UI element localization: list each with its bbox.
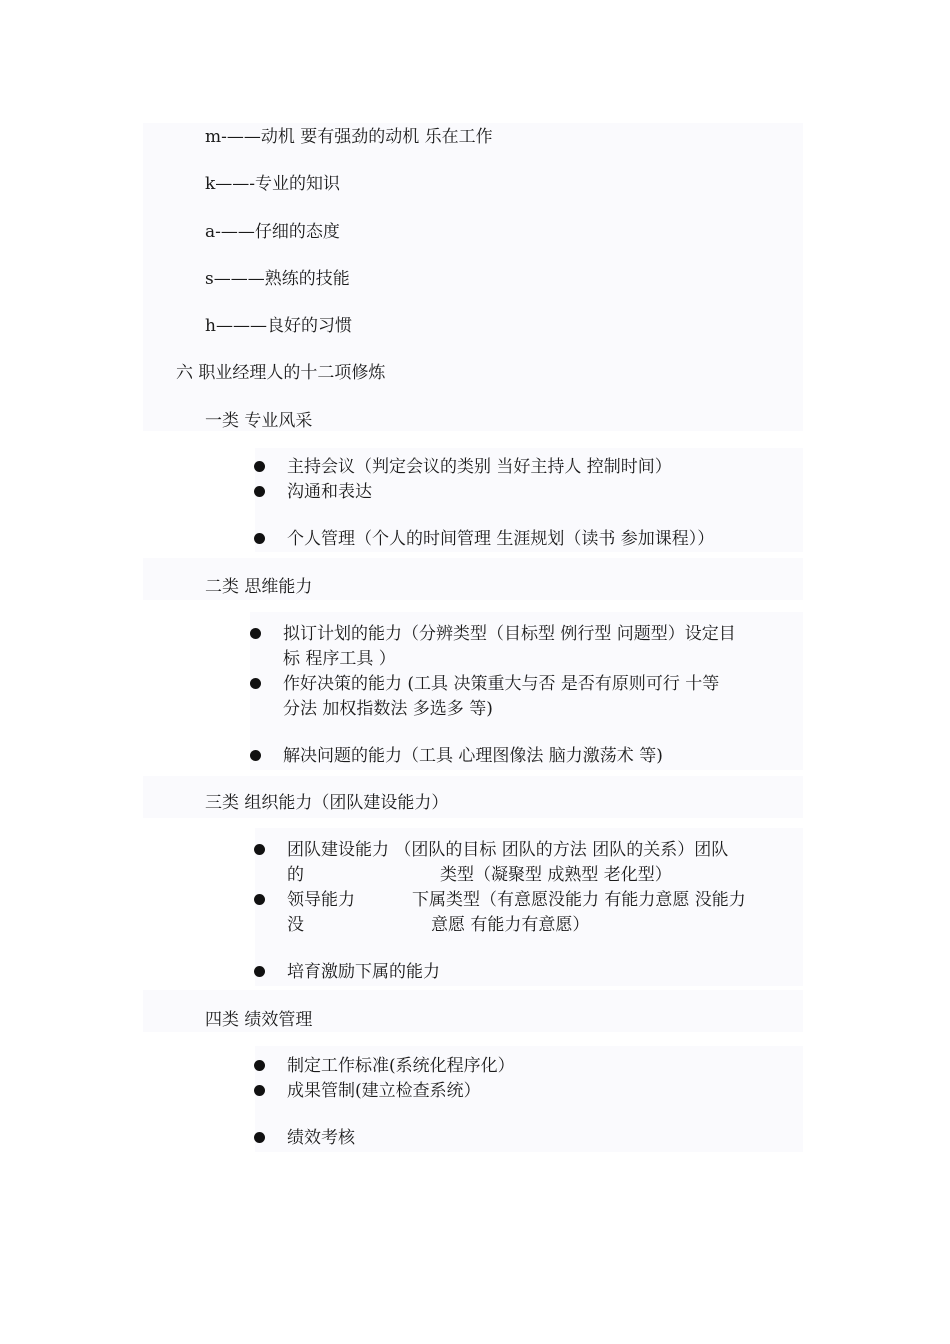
bullet-icon <box>254 844 265 855</box>
category-title: 二类 思维能力 <box>205 577 313 597</box>
list-item-continuation: 分法 加权指数法 多选多 等) <box>283 699 493 719</box>
mkash-a-line: a-——仔细的态度 <box>205 222 340 242</box>
list-item-continuation: 类型（凝聚型 成熟型 老化型） <box>440 865 672 885</box>
list-item-continuation: 的 <box>287 865 304 885</box>
bullet-icon <box>250 678 261 689</box>
list-item: 解决问题的能力（工具 心理图像法 脑力激荡术 等) <box>283 746 663 766</box>
list-item: 拟订计划的能力（分辨类型（目标型 例行型 问题型）设定目 <box>283 624 736 644</box>
bullet-icon <box>254 461 265 472</box>
bullet-icon <box>254 894 265 905</box>
list-item-continuation: 标 程序工具 ） <box>283 649 396 669</box>
bullet-icon <box>254 533 265 544</box>
list-item: 领导能力 <box>287 890 355 910</box>
list-item: 个人管理（个人的时间管理 生涯规划（读书 参加课程）） <box>287 529 715 549</box>
bullet-icon <box>254 486 265 497</box>
mkash-s-line: s———熟练的技能 <box>205 269 350 289</box>
list-item: 成果管制(建立检查系统） <box>287 1081 481 1101</box>
bullet-icon <box>250 628 261 639</box>
bullet-icon <box>254 966 265 977</box>
category-title: 四类 绩效管理 <box>205 1010 313 1030</box>
bullet-icon <box>254 1132 265 1143</box>
list-item-continuation: 意愿 有能力有意愿） <box>431 915 590 935</box>
list-item: 绩效考核 <box>287 1128 355 1148</box>
mkash-k-line: k——-专业的知识 <box>205 174 341 194</box>
section-heading: 六 职业经理人的十二项修炼 <box>176 363 386 383</box>
mkash-h-line: h———良好的习惯 <box>205 316 352 336</box>
bullet-icon <box>254 1060 265 1071</box>
category-title: 三类 组织能力（团队建设能力） <box>205 793 449 813</box>
list-item: 作好决策的能力 (工具 决策重大与否 是否有原则可行 十等 <box>283 674 720 694</box>
mkash-m-line: m-——动机 要有强劲的动机 乐在工作 <box>205 127 493 147</box>
bullet-icon <box>250 750 261 761</box>
list-item: 培育激励下属的能力 <box>287 962 440 982</box>
list-item-continuation: 没 <box>287 915 304 935</box>
list-item: 沟通和表达 <box>287 482 372 502</box>
list-item: 团队建设能力 （团队的目标 团队的方法 团队的关系）团队 <box>287 840 729 860</box>
category-title: 一类 专业风采 <box>205 411 313 431</box>
list-item: 下属类型（有意愿没能力 有能力意愿 没能力 <box>412 890 746 910</box>
list-item: 主持会议（判定会议的类别 当好主持人 控制时间） <box>287 457 672 477</box>
list-item: 制定工作标准(系统化程序化） <box>287 1056 515 1076</box>
bullet-icon <box>254 1085 265 1096</box>
